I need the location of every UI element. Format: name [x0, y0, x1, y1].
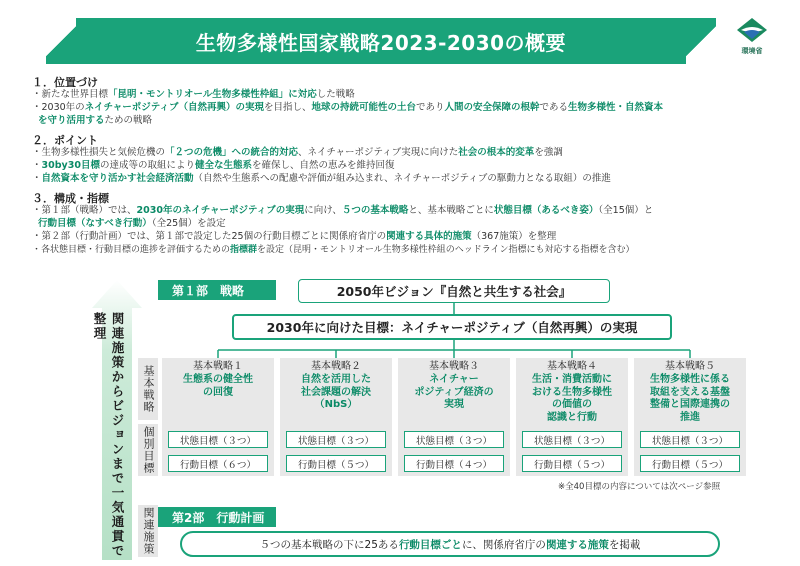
strategy-column-3 — [398, 358, 510, 476]
side-label-targets: 個別目標 — [138, 424, 158, 476]
section3-line2: 行動目標（なすべき行動）（全25個）を設定 — [38, 218, 226, 229]
action-plan-box: ５つの基本戦略の下に25ある 行動目標ごと に、関係府省庁の 関連する施策 を掲載 — [180, 531, 720, 557]
strategy-head: 基本戦略１ — [193, 361, 243, 372]
strategy-column-1 — [162, 358, 274, 476]
footnote: ※全40目標の内容については次ページ参照 — [558, 482, 721, 492]
side-label-strategy: 基本戦略 — [138, 358, 158, 420]
state-target-box: 状態目標（３つ） — [640, 431, 740, 448]
ministry-logo — [722, 16, 782, 62]
section2-line2: ・30by30目標の達成等の取組により健全な生態系を確保し、自然の恵みを維持回復 — [32, 160, 395, 171]
strategy-body: 生活・消費活動に おける生物多様性 の価値の 認識と行動 — [532, 374, 612, 423]
section-title-position: １．位置づけ — [32, 76, 98, 89]
logo-text: 環境省 — [741, 47, 763, 55]
action-target-box: 行動目標（４つ） — [404, 455, 504, 472]
strategy-body: 生物多様性に係る 取組を支える基盤 整備と国際連携の 推進 — [650, 374, 730, 423]
strategy-body: 生態系の健全性 の回復 — [183, 374, 253, 398]
section1-line1: ・新たな世界目標「昆明・モントリオール生物多様性枠組」に対応した戦略 — [32, 89, 355, 100]
state-target-box: 状態目標（３つ） — [168, 431, 268, 448]
strategy-column-4 — [516, 358, 628, 476]
page-title: 生物多様性国家戦略2023-2030の概要 — [195, 30, 567, 55]
section-title-points: ２．ポイント — [32, 134, 98, 147]
section3-line4: ・各状態目標・行動目標の進捗を評価するための指標群を設定（昆明・モントリオール生物多様性枠組のヘッドライン指標にも対応する指標を含む） — [32, 245, 635, 255]
arrow-label: 関連施策からビジョンまで一気通貫で整理 — [92, 312, 125, 559]
action-target-box: 行動目標（６つ） — [168, 455, 268, 472]
strategy-head: 基本戦略３ — [429, 361, 479, 372]
title-banner — [46, 18, 716, 64]
part2-label: 第2部 行動計画 — [158, 507, 276, 527]
strategy-column-2 — [280, 358, 392, 476]
action-target-box: 行動目標（５つ） — [522, 455, 622, 472]
action-target-box: 行動目標（５つ） — [640, 455, 740, 472]
state-target-box: 状態目標（３つ） — [286, 431, 386, 448]
action-target-box: 行動目標（５つ） — [286, 455, 386, 472]
section2-line3: ・自然資本を守り活かす社会経済活動（自然や生態系への配慮や評価が組み込まれ、ネイチャーポジティブの駆動力となる取組）の推進 — [32, 173, 611, 184]
strategy-head: 基本戦略４ — [547, 361, 597, 372]
strategy-head: 基本戦略２ — [311, 361, 361, 372]
strategy-body: ネイチャー ポジティブ経済の 実現 — [414, 374, 494, 410]
section-title-structure: ３．構成・指標 — [32, 192, 109, 205]
section3-line3: ・第２部（行動計画）では、第１部で設定した25個の行動目標ごとに関係府省庁の関連する具体的施策（367施策）を整理 — [32, 231, 557, 242]
strategy-column-5 — [634, 358, 746, 476]
vision-box: 2050年ビジョン『自然と共生する社会』 — [298, 279, 610, 303]
side-label-measures: 関連施策 — [138, 505, 158, 557]
section1-line3: を守り活用するための戦略 — [38, 115, 153, 126]
part1-label: 第１部 戦略 — [158, 280, 276, 300]
section1-line2: ・2030年のネイチャーポジティブ（自然再興）の実現を目指し、地球の持続可能性の土台であり人間の安全保障の根幹である生物多様性・自然資本 — [32, 102, 664, 113]
goal-2030-box: 2030年に向けた目標：ネイチャーポジティブ（自然再興）の実現 — [232, 314, 672, 340]
state-target-box: 状態目標（３つ） — [522, 431, 622, 448]
section2-line1: ・生物多様性損失と気候危機の「２つの危機」への統合的対応、ネイチャーポジティブ実現に向けた社会の根本的変革を強調 — [32, 147, 563, 158]
state-target-box: 状態目標（３つ） — [404, 431, 504, 448]
strategy-head: 基本戦略５ — [665, 361, 715, 372]
strategy-body: 自然を活用した 社会課題の解決 （NbS） — [301, 374, 371, 410]
logo-icon — [735, 16, 769, 44]
section3-line1: ・第１部（戦略）では、2030年のネイチャーポジティブの実現に向け、５つの基本戦略と、基本戦略ごとに状態目標（あるべき姿）（全15個）と — [32, 205, 654, 216]
